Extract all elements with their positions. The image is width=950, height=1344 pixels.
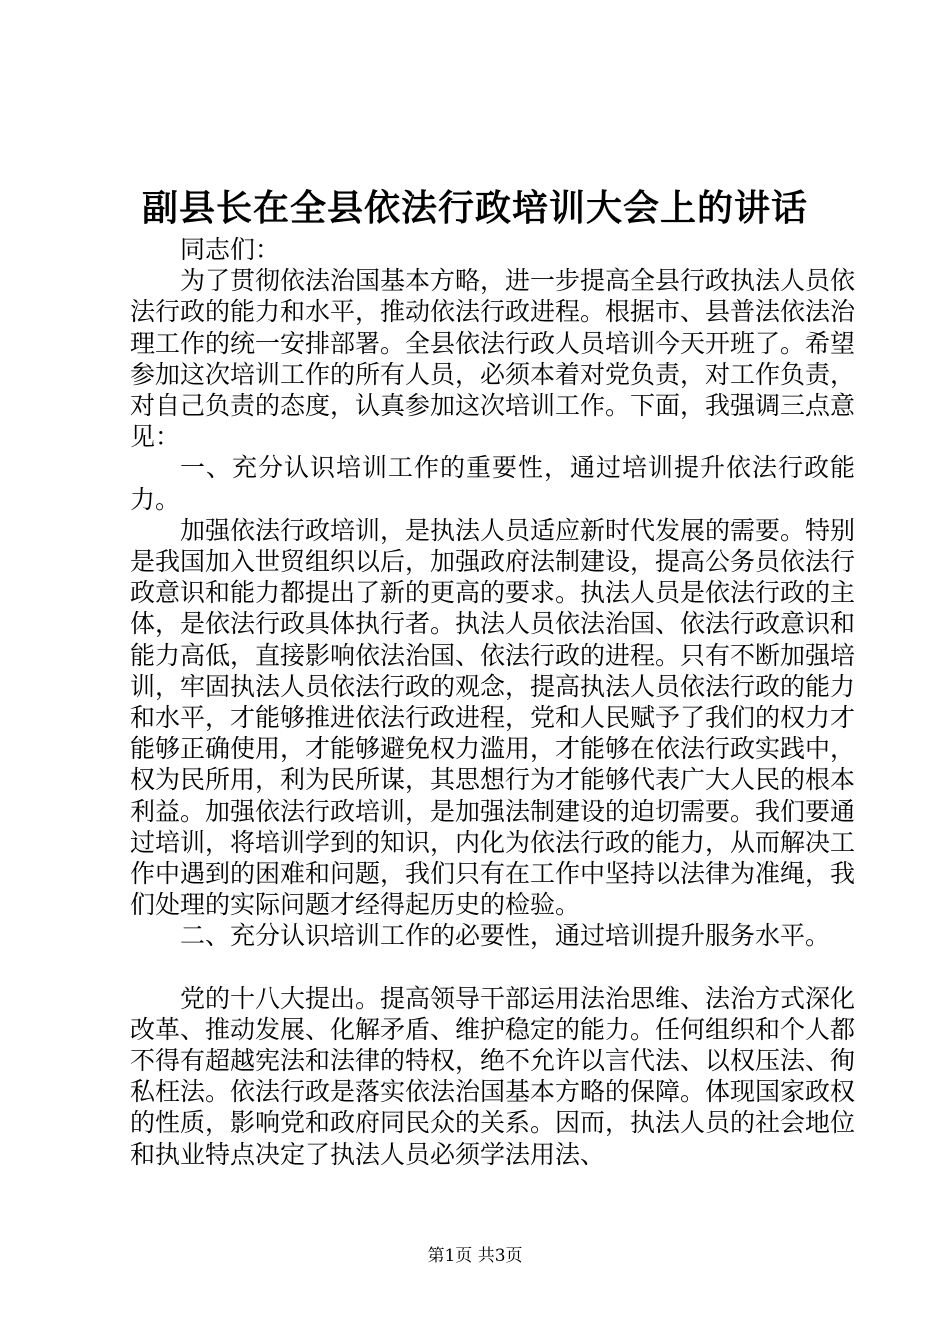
section-heading-two: 二、充分认识培训工作的必要性，通过培训提升服务水平。 bbox=[180, 921, 831, 951]
page-number-footer: 第1页 共3页 bbox=[427, 1246, 523, 1266]
document-body bbox=[130, 234, 855, 1170]
section-heading-one: 一、充分认识培训工作的重要性，通过培训提升依法行政能力。 bbox=[130, 453, 855, 514]
blank-line bbox=[130, 952, 855, 983]
paragraph-intro: 为了贯彻依法治国基本方略，进一步提高全县行政执法人员依法行政的能力和水平，推动依法行政进程。根据市、县普法依法治理工作的统一安排部署。全县依法行政人员培训今天开班了。希望参加这次培训工作的所有人员，必须本着对党负责，对工作负责，对自己负责的态度，认真参加这次培训工作。下面，我强调三点意见： bbox=[130, 266, 856, 452]
paragraph-section-one: 加强依法行政培训，是执法人员适应新时代发展的需要。特别是我国加入世贸组织以后，加强政府法制建设，提高公务员依法行政意识和能力都提出了新的更高的要求。执法人员是依法行政的主体，是依法行政具体执行者。执法人员依法治国、依法行政意识和能力高低，直接影响依法治国、依法行政的进程。只有不断加强培训，牢固执法人员依法行政的观念，提高执法人员依法行政的能力和水平，才能够推进依法行政进程，党和人民赋予了我们的权力才能够正确使用，才能够避免权力滥用，才能够在依法行政实践中，权为民所用，利为民所谋，其思想行为才能够代表广大人民的根本利益。加强依法行政培训，是加强法制建设的迫切需要。我们要通过培训，将培训学到的知识，内化为依法行政的能力，从而解决工作中遇到的困难和问题，我们只有在工作中坚持以法律为准绳，我们处理的实际问题才经得起历史的检验。 bbox=[130, 515, 856, 920]
document-title: 副县长在全县依法行政培训大会上的讲话 bbox=[141, 187, 808, 229]
greeting-line: 同志们： bbox=[180, 235, 281, 264]
paragraph-section-two: 党的十八大提出。提高领导干部运用法治思维、法治方式深化改革、推动发展、化解矛盾、维护稳定的能力。任何组织和个人都不得有超越宪法和法律的特权，绝不允许以言代法、以权压法、徇私枉法。依法行政是落实依法治国基本方略的保障。体现国家政权的性质，影响党和政府同民众的关系。因而，执法人员的社会地位和执业特点决定了执法人员必须学法用法、 bbox=[130, 983, 856, 1169]
